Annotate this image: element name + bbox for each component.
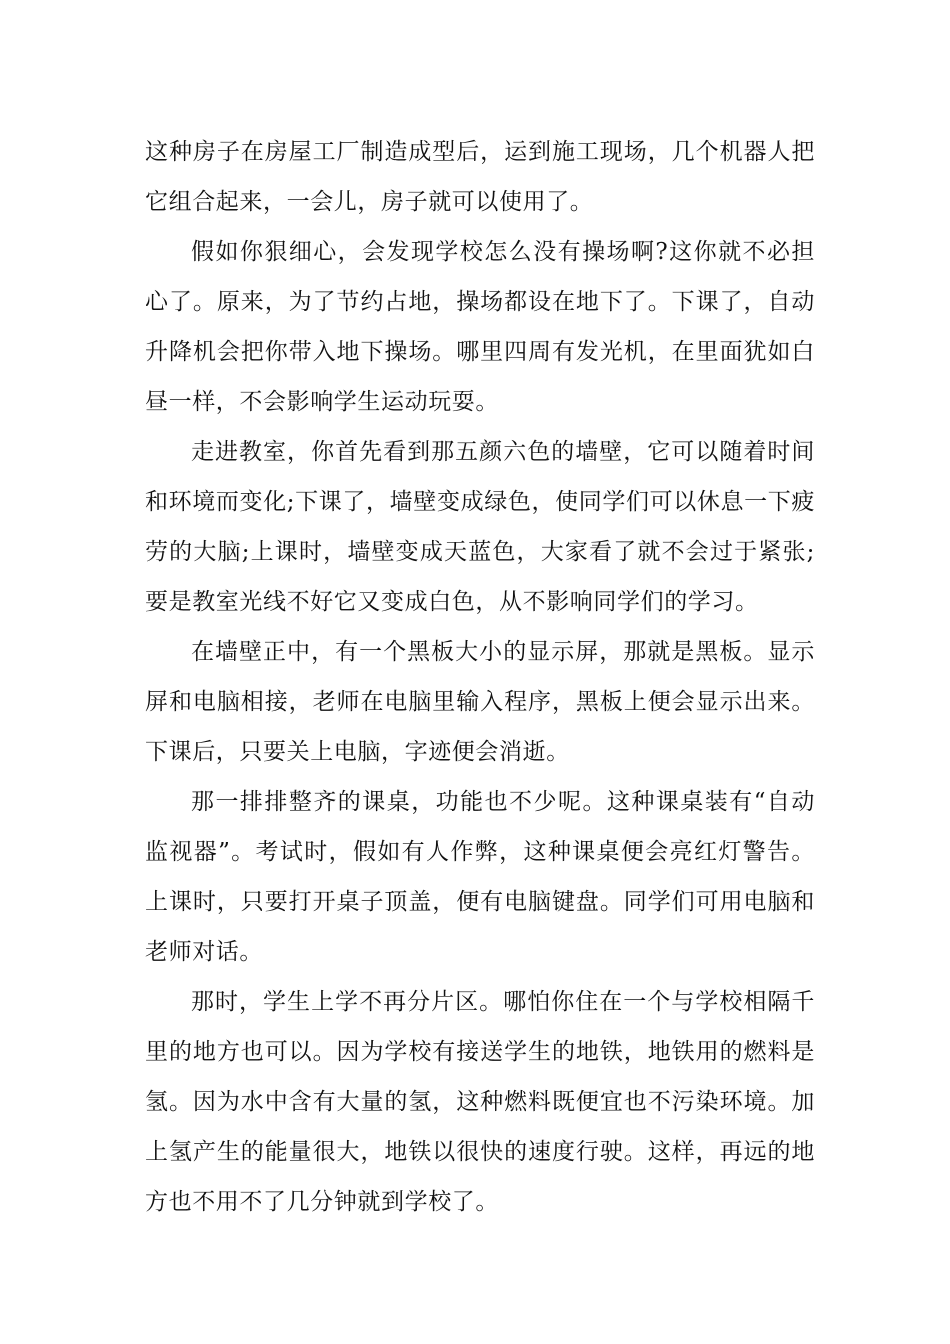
document-body bbox=[145, 127, 815, 1227]
paragraph-4: 在墙壁正中，有一个黑板大小的显示屏，那就是黑板。显示屏和电脑相接，老师在电脑里输入程序，黑板上便会显示出来。下课后，只要关上电脑，字迹便会消逝。 bbox=[145, 639, 815, 765]
paragraph-3: 走进教室，你首先看到那五颜六色的墙壁，它可以随着时间和环境而变化;下课了，墙壁变成绿色，使同学们可以休息一下疲劳的大脑;上课时，墙壁变成天蓝色，大家看了就不会过于紧张;要是教室光线不好它又变成白色，从不影响同学们的学习。 bbox=[145, 439, 815, 615]
paragraph-2: 假如你狠细心，会发现学校怎么没有操场啊?这你就不必担心了。原来，为了节约占地，操场都设在地下了。下课了，自动升降机会把你带入地下操场。哪里四周有发光机，在里面犹如白昼一样，不会影响学生运动玩耍。 bbox=[145, 239, 815, 415]
paragraph-6: 那时，学生上学不再分片区。哪怕你住在一个与学校相隔千里的地方也可以。因为学校有接送学生的地铁，地铁用的燃料是氢。因为水中含有大量的氢，这种燃料既便宜也不污染环境。加上氢产生的能量很大，地铁以很快的速度行驶。这样，再远的地方也不用不了几分钟就到学校了。 bbox=[145, 989, 815, 1215]
paragraph-1: 这种房子在房屋工厂制造成型后，运到施工现场，几个机器人把它组合起来，一会儿，房子就可以使用了。 bbox=[145, 139, 815, 215]
paragraph-5: 那一排排整齐的课桌，功能也不少呢。这种课桌装有“自动监视器”。考试时，假如有人作弊，这种课桌便会亮红灯警告。上课时，只要打开桌子顶盖，便有电脑键盘。同学们可用电脑和老师对话。 bbox=[145, 789, 815, 965]
